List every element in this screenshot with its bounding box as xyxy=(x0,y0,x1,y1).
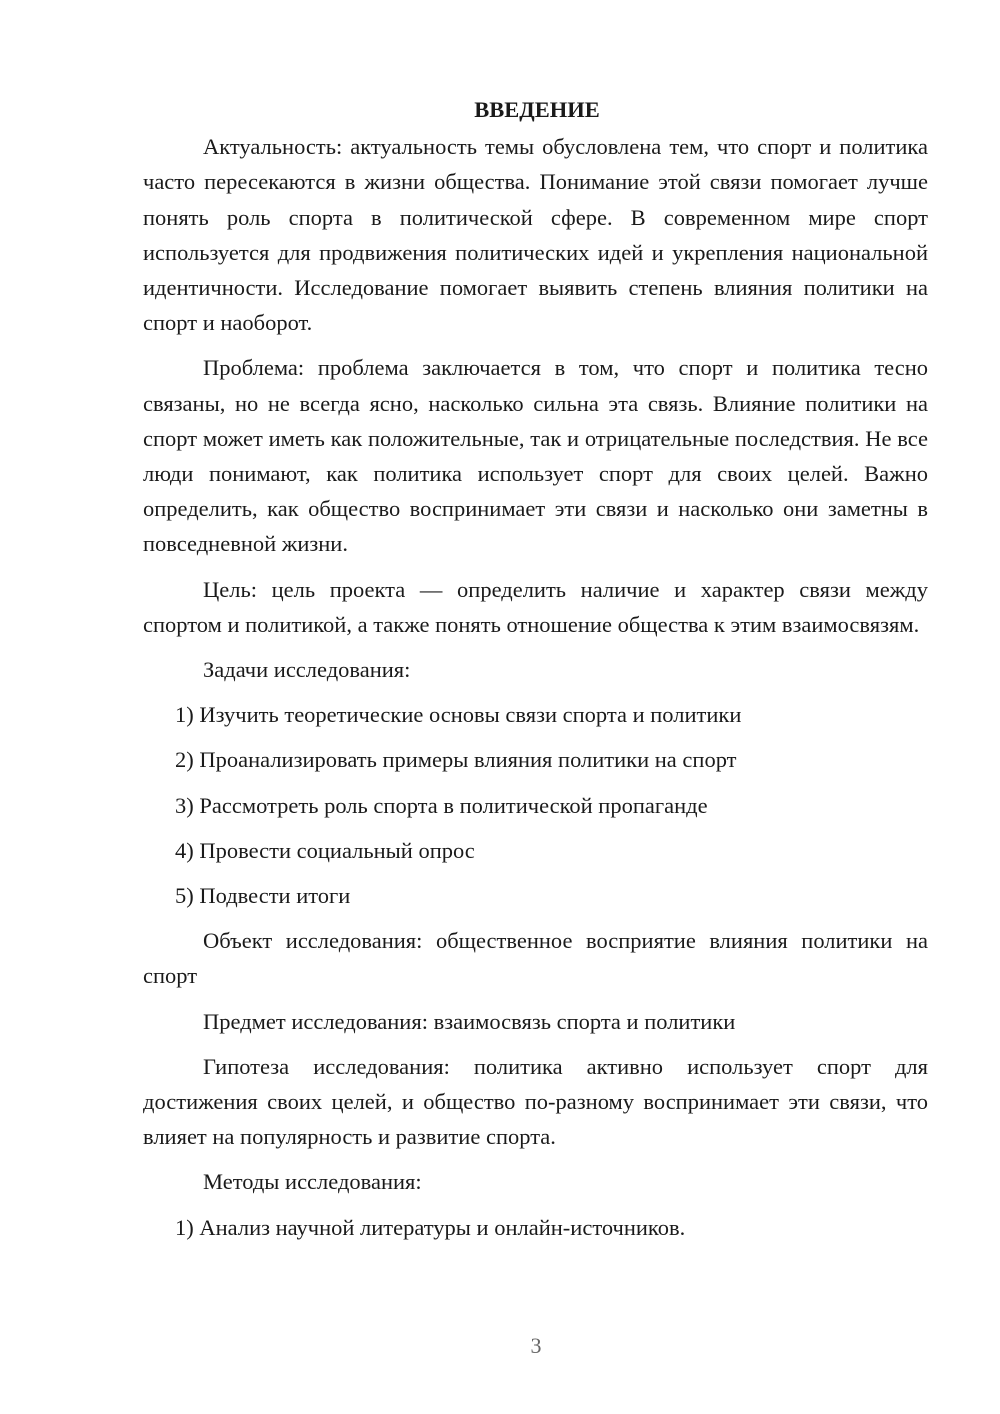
task-item: 5) Подвести итоги xyxy=(175,883,351,909)
page-number: 3 xyxy=(530,1333,542,1358)
task-item: 4) Провести социальный опрос xyxy=(175,837,475,863)
task-item: 2) Проанализировать примеры влияния политики на спорт xyxy=(175,747,737,773)
section-title: ВВЕДЕНИЕ xyxy=(474,97,600,122)
method-item: 1) Анализ научной литературы и онлайн-источников. xyxy=(175,1214,686,1240)
object-paragraph: Объект исследования: общественное восприятие влияния политики на спорт xyxy=(143,928,928,989)
relevance-paragraph: Актуальность: актуальность темы обусловлена тем, что спорт и политика часто пересекаются в жизни общества. Понимание этой связи помогает лучше понять роль спорта в политической сфере. В современном мире спорт используется для продвижения политических идей и укрепления национальной идентичности. Исследование помогает выявить степень влияния политики на спорт и наоборот. xyxy=(143,134,928,336)
document-page xyxy=(143,92,928,1255)
hypothesis-paragraph: Гипотеза исследования: политика активно использует спорт для достижения своих целей, и общество по-разному воспринимает эти связи, что влияет на популярность и развитие спорта. xyxy=(143,1053,928,1150)
methods-heading: Методы исследования: xyxy=(203,1169,422,1195)
task-item: 3) Рассмотреть роль спорта в политической пропаганде xyxy=(175,792,708,818)
goal-paragraph: Цель: цель проекта — определить наличие и характер связи между спортом и политикой, а также понять отношение общества к этим взаимосвязям. xyxy=(143,576,928,637)
tasks-heading: Задачи исследования: xyxy=(203,657,411,683)
problem-paragraph: Проблема: проблема заключается в том, что спорт и политика тесно связаны, но не всегда ясно, насколько сильна эта связь. Влияние политики на спорт может иметь как положительные, так и отрицательные последствия. Не все люди понимают, как политика использует спорт для своих целей. Важно определить, как общество воспринимает эти связи и насколько они заметны в повседневной жизни. xyxy=(143,355,928,557)
subject-paragraph: Предмет исследования: взаимосвязь спорта и политики xyxy=(203,1008,736,1034)
task-item: 1) Изучить теоретические основы связи спорта и политики xyxy=(175,702,742,728)
